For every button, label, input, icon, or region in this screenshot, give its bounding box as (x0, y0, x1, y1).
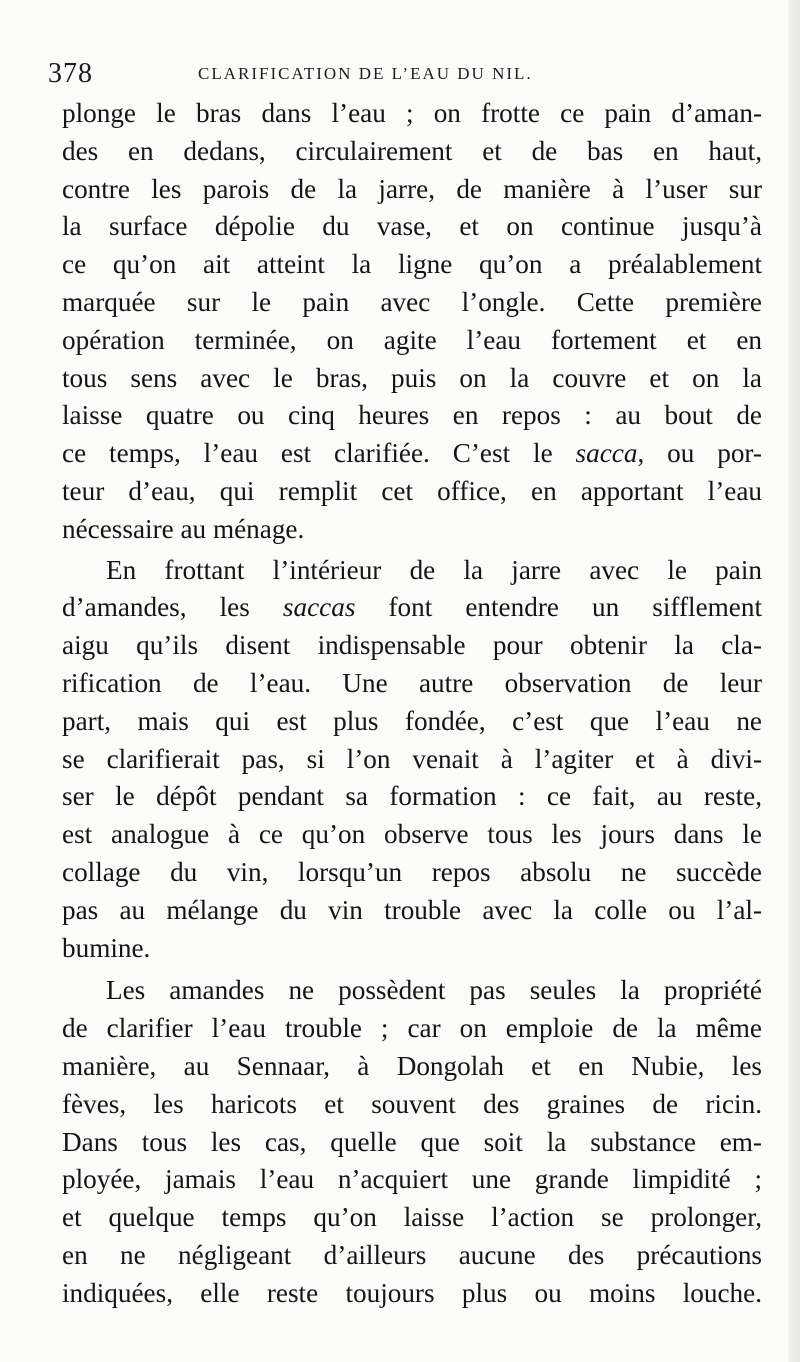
page-header (48, 58, 748, 88)
text-line: fèves, les haricots et souvent des graines de ricin. (62, 1088, 762, 1119)
text-line: En frottant l’intérieur de la jarre avec le pain (106, 554, 762, 585)
text-line: collage du vin, lorsqu’un repos absolu ne succède (62, 856, 762, 887)
italic-term: sacca (575, 438, 638, 469)
text-line: des en dedans, circulairement et de bas en haut, (62, 135, 762, 166)
text-run: d’amandes, les (62, 592, 283, 623)
running-title: CLARIFICATION DE L’EAU DU NIL. (198, 64, 533, 83)
italic-term: saccas (282, 592, 356, 623)
paragraph-1 (62, 95, 762, 549)
text-line: et quelque temps qu’on laisse l’action se prolonger, (62, 1202, 762, 1233)
text-line: plonge le bras dans l’eau ; on frotte ce pain d’aman- (62, 98, 762, 128)
text-line: opération terminée, on agite l’eau fortement et en (62, 324, 762, 355)
text-line: marquée sur le pain avec l’ongle. Cette première (62, 286, 762, 317)
text-line: tous sens avec le bras, puis on la couvre et on la (62, 362, 762, 393)
text-line: Dans tous les cas, quelle que soit la substance em- (62, 1126, 762, 1157)
text-line: laisse quatre ou cinq heures en repos : au bout de (62, 400, 762, 431)
text-line: contre les parois de la jarre, de manière à l’user sur (62, 173, 762, 204)
text-line: ser le dépôt pendant sa formation : ce fait, au reste, (62, 781, 762, 812)
text-line (62, 435, 762, 473)
text-line: bumine. (62, 932, 151, 963)
text-run: font entendre un sifflement (355, 592, 763, 623)
text-line: nécessaire au ménage. (62, 513, 305, 544)
text-line: aigu qu’ils disent indispensable pour obtenir la cla- (62, 630, 762, 661)
paragraph-2 (62, 552, 762, 968)
text-line: de clarifier l’eau trouble ; car on emploie de la même (62, 1013, 762, 1044)
page-number: 378 (48, 58, 93, 89)
text-run: , ou por- (637, 438, 762, 469)
text-line: indiquées, elle reste toujours plus ou moins louche. (62, 1277, 762, 1308)
text-line: la surface dépolie du vase, et on continue jusqu’à (62, 211, 762, 242)
body-text (62, 95, 762, 1313)
text-line: manière, au Sennaar, à Dongolah et en Nubie, les (62, 1050, 762, 1081)
text-line: est analogue à ce qu’on observe tous les jours dans le (62, 819, 762, 850)
text-line: se clarifierait pas, si l’on venait à l’agiter et à divi- (62, 743, 762, 774)
text-run: ce temps, l’eau est clarifiée. C’est le (62, 438, 576, 469)
text-line: ployée, jamais l’eau n’acquiert une grande limpidité ; (62, 1164, 762, 1195)
text-line: ce qu’on ait atteint la ligne qu’on a préalablement (62, 249, 762, 280)
text-line: Les amandes ne possèdent pas seules la propriété (106, 975, 762, 1006)
text-line: rification de l’eau. Une autre observation de leur (62, 667, 762, 698)
paragraph-3 (62, 972, 762, 1312)
page-edge-shadow (788, 0, 800, 1362)
text-line (62, 589, 762, 627)
text-line: part, mais qui est plus fondée, c’est que l’eau ne (62, 705, 762, 736)
text-line: pas au mélange du vin trouble avec la colle ou l’al- (62, 894, 762, 925)
text-line: en ne négligeant d’ailleurs aucune des précautions (62, 1239, 762, 1270)
text-line: teur d’eau, qui remplit cet office, en apportant l’eau (62, 475, 762, 506)
